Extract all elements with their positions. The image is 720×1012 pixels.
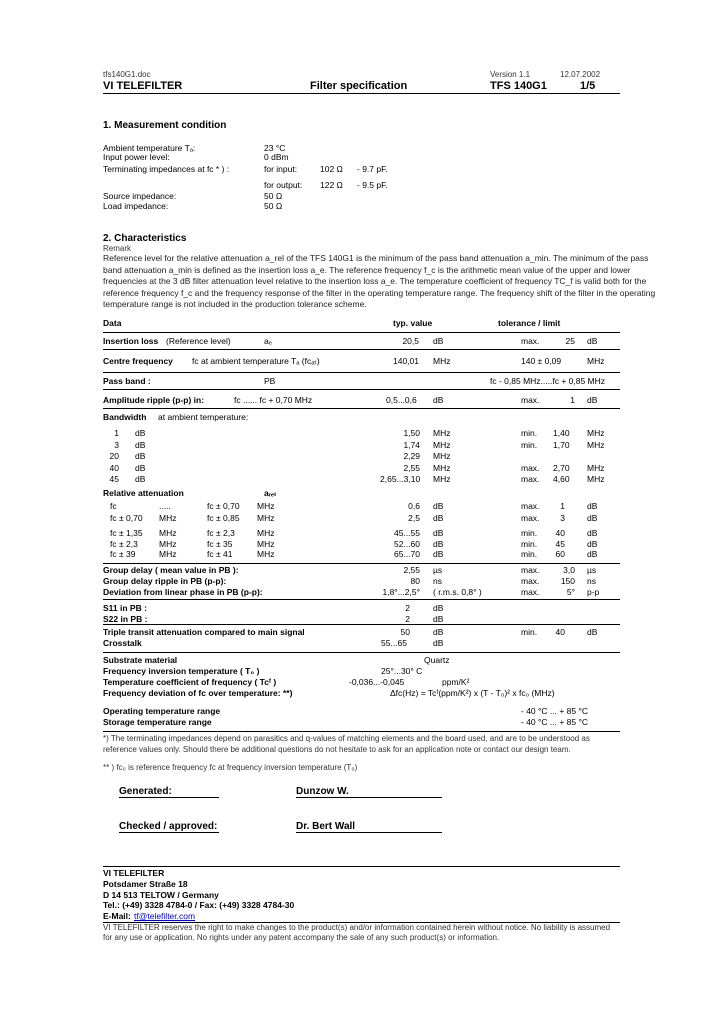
bw-lim: max.	[521, 474, 540, 484]
gd-unit: ns	[433, 576, 442, 586]
signature-line	[296, 832, 442, 833]
ra-f1: fᴄ ± 39	[110, 549, 136, 559]
ra-limunit: dB	[587, 549, 598, 559]
footer-street: Potsdamer Straße 18	[103, 879, 188, 889]
ra-typ: 2,5	[408, 513, 420, 523]
ra-unit: dB	[433, 528, 444, 538]
condition-value: for output:	[264, 180, 303, 190]
remark-line: temperature range is not included in the production tolerance scheme.	[103, 299, 367, 310]
sparam-unit: dB	[433, 614, 444, 624]
sparam-typ: 2	[405, 614, 410, 624]
section2-title: 2. Characteristics	[103, 233, 187, 244]
remark-line: reference frequency f_c and the frequency response of the filter in the operating temperature range. The frequency shift of the filter in the operating	[103, 287, 656, 298]
condition-label: Terminating impedances at fᴄ * ) :	[103, 164, 230, 174]
part-number: TFS 140G1	[490, 80, 547, 92]
material-value: 25°...30° C	[381, 666, 423, 676]
signature-label: Generated:	[119, 786, 172, 797]
remark-line: Reference level for the relative attenuation a_rel of the TFS 140G1 is the minimum of the pass band attenuation a_min. The minimum of the pass	[103, 253, 649, 263]
bw-typ: 2,29	[403, 451, 420, 461]
ra-typ: 45...55	[394, 528, 420, 538]
bw-typ: 2,55	[403, 462, 420, 473]
bw-limunit: MHz	[587, 462, 605, 473]
material-label: Substrate material	[103, 655, 178, 665]
condition-value: 23 °C	[264, 143, 286, 153]
material-value: -0,036...-0,045	[349, 677, 405, 687]
condition-label: Ambient temperature Tₐ:	[103, 143, 196, 153]
temp-value: - 40 °C ... + 85 °C	[521, 717, 589, 727]
gd-unit: ( r.m.s. 0,8° )	[433, 587, 482, 597]
bw-limval: 1,70	[553, 439, 570, 450]
material-unit: ppm/K²	[442, 677, 470, 687]
condition-value: 0 dBm	[264, 152, 289, 162]
material-label: Frequency inversion temperature ( T₀ )	[103, 666, 260, 676]
signature-line	[119, 832, 219, 833]
ra-lim: min.	[521, 528, 538, 538]
bw-level-unit: dB	[135, 451, 146, 461]
footnote-line: reference values only. Should there be additional questions do not hesitate to ask for an application note or contact our design team.	[103, 745, 571, 754]
gd-typ: 2,55	[403, 565, 420, 575]
ra-lim: max.	[521, 501, 540, 511]
gd-lim: max.	[521, 587, 540, 597]
bw-level: 40	[109, 462, 119, 473]
company-name: VI TELEFILTER	[103, 80, 183, 92]
gd-limval: 150	[560, 576, 575, 586]
gd-label: Deviation from linear phase in PB (p-p):	[103, 587, 263, 597]
page-number: 1/5	[580, 80, 596, 92]
bw-level-unit: dB	[135, 428, 146, 438]
condition-capacitance: - 9.5 pF.	[357, 180, 388, 190]
pass-band-label: Pass band :	[103, 376, 151, 386]
footer-email-label: E-Mail:	[103, 911, 131, 921]
doc-title: Filter specification	[310, 80, 408, 92]
ra-lim: min.	[521, 539, 538, 549]
signature-label: Checked / approved:	[119, 821, 218, 832]
col-data: Data	[103, 318, 122, 328]
bw-level-unit: dB	[135, 439, 146, 450]
condition-value: for input:	[264, 164, 298, 174]
ra-u1: MHz	[159, 513, 177, 523]
ra-unit: dB	[433, 549, 444, 559]
bw-limunit: MHz	[587, 428, 605, 438]
remark-line: band attenuation a_min is defined as the insertion loss a_e. The reference frequency f_c is the arithmetic mean value of the upper and lower	[103, 264, 631, 275]
ra-f2: fᴄ ± 0,85	[207, 513, 240, 523]
bw-level: 20	[109, 451, 119, 461]
gd-label: Group delay ripple in PB (p-p):	[103, 576, 227, 586]
condition-label: Load impedance:	[103, 201, 169, 211]
bw-level-unit: dB	[135, 462, 146, 473]
bw-limunit: MHz	[587, 439, 605, 450]
temp-value: - 40 °C ... + 85 °C	[521, 706, 589, 716]
footer-phone: Tel.: (+49) 3328 4784-0 / Fax: (+49) 3328 4784-30	[103, 900, 295, 910]
ra-limval: 1	[560, 501, 565, 511]
ra-limval: 3	[560, 513, 565, 523]
bw-level: 45	[109, 474, 119, 484]
remark-line: frequencies at the 3 dB filter attenuation level relative to the insertion loss a_e. The temperature coefficient of frequency TC_f is valid both for the	[103, 276, 647, 287]
ra-f1: fᴄ ± 2,3	[110, 539, 138, 549]
ra-f2: fᴄ ± 35	[207, 539, 233, 549]
centre-frequency-label: Centre frequency	[103, 356, 173, 366]
ra-f2: fᴄ ± 2,3	[207, 528, 235, 538]
bw-typ: 1,50	[403, 428, 420, 438]
ra-limunit: dB	[587, 513, 598, 523]
sparam-typ: 2	[405, 603, 410, 613]
signature-name: Dunzow W.	[296, 786, 349, 797]
gd-lim: max.	[521, 576, 540, 586]
material-label: Temperature coefficient of frequency ( Tcᶠ )	[103, 677, 277, 687]
ra-lim: min.	[521, 549, 538, 559]
condition-label: Input power level:	[103, 152, 170, 162]
signature-line	[296, 797, 442, 798]
gd-typ: 1,8°...2,5°	[382, 587, 420, 597]
disclaimer-2: for any use or application. No rights under any patent accompany the sale of any such product(s) or information.	[103, 933, 500, 942]
disclaimer-1: VI TELEFILTER reserves the right to make changes to the product(s) and/or information contained herein without notice. No liability is assumed	[103, 923, 611, 932]
ra-typ: 65...70	[394, 549, 420, 559]
ra-limunit: dB	[587, 501, 598, 511]
gd-unit: µs	[433, 565, 443, 575]
bw-lim: min.	[521, 428, 538, 438]
material-value: Δfᴄ(Hz) = Tcᶠ(ppm/K²) x (T - T₀)² x fᴄ₀ (MHz)	[390, 688, 555, 698]
ra-unit: dB	[433, 501, 444, 511]
ra-limval: 40	[555, 528, 565, 538]
bw-unit: MHz	[433, 451, 451, 461]
signature-name: Dr. Bert Wall	[296, 821, 356, 832]
ra-f1: fᴄ	[110, 501, 117, 511]
gd-limunit: p-p	[587, 587, 600, 597]
gd-lim: max.	[521, 565, 540, 575]
temp-label: Operating temperature range	[103, 706, 221, 716]
bw-typ: 2,65...3,10	[380, 474, 421, 484]
rel-att-label: Relative attenuation	[103, 488, 184, 498]
condition-impedance: 122 Ω	[320, 180, 343, 190]
gd-limval: 5°	[566, 587, 575, 597]
footer-company: VI TELEFILTER	[103, 868, 165, 878]
bw-level: 1	[114, 428, 119, 438]
ra-u1: MHz	[159, 539, 177, 549]
ra-f2: fᴄ ± 0,70	[207, 501, 240, 511]
gd-label: Group delay ( mean value in PB ):	[103, 565, 239, 575]
ra-u2: MHz	[257, 528, 275, 538]
ra-u2: MHz	[257, 513, 275, 523]
col-typ: typ. value	[393, 318, 433, 328]
ra-limunit: dB	[587, 539, 598, 549]
ra-lim: max.	[521, 513, 540, 523]
date: 12.07.2002	[560, 70, 601, 79]
ra-unit: dB	[433, 539, 444, 549]
ra-u1: MHz	[159, 528, 177, 538]
header-rule	[103, 93, 620, 94]
sparam-label: S22 in PB :	[103, 614, 148, 624]
ra-u2: MHz	[257, 539, 275, 549]
ra-typ: 0,6	[408, 501, 420, 511]
amplitude-ripple-label: Amplitude ripple (p-p) in:	[103, 395, 205, 405]
ra-limval: 45	[555, 539, 565, 549]
bw-limval: 4,60	[553, 474, 570, 484]
bw-lim: min.	[521, 439, 538, 450]
footer-city: D 14 513 TELTOW / Germany	[103, 890, 219, 900]
bw-level: 3	[114, 439, 119, 450]
insertion-loss-label: Insertion loss	[103, 336, 159, 346]
section1-title: 1. Measurement condition	[103, 120, 227, 131]
ra-limunit: dB	[587, 528, 598, 538]
condition-capacitance: - 9.7 pF.	[357, 164, 388, 174]
ra-f2: fᴄ ± 41	[207, 549, 233, 559]
bw-unit: MHz	[433, 462, 451, 473]
sparam-unit: dB	[433, 603, 444, 613]
sparam-label: S11 in PB :	[103, 603, 147, 613]
material-value: Quartz	[424, 655, 450, 665]
footnote-2: ** ) fᴄ₀ is reference frequency fᴄ at frequency inversion temperature (T₀)	[103, 763, 358, 772]
ra-u1: .....	[159, 501, 171, 511]
version: Version 1.1	[490, 70, 531, 79]
ra-unit: dB	[433, 513, 444, 523]
condition-value: 50 Ω	[264, 201, 283, 211]
ra-f1: fᴄ ± 0,70	[110, 513, 143, 523]
material-label: Frequency deviation of fᴄ over temperature: **)	[103, 688, 293, 698]
gd-limunit: µs	[587, 565, 597, 575]
ra-limval: 60	[555, 549, 565, 559]
bw-lim: max.	[521, 462, 540, 473]
condition-value: 50 Ω	[264, 191, 283, 201]
ra-u1: MHz	[159, 549, 177, 559]
gd-limunit: ns	[587, 576, 596, 586]
triple-transit-label: Triple transit attenuation compared to main signal	[103, 627, 305, 637]
col-tol: tolerance / limit	[498, 318, 561, 328]
remark-label: Remark	[103, 244, 132, 253]
footer-email-link[interactable]: tf@telefilter.com	[134, 911, 196, 921]
gd-typ: 80	[410, 576, 420, 586]
condition-label: Source impedance:	[103, 191, 177, 201]
bw-unit: MHz	[433, 474, 451, 484]
gd-limval: 3,0	[563, 565, 575, 575]
signature-line	[119, 797, 219, 798]
bw-limval: 1,40	[553, 428, 570, 438]
bw-limval: 2,70	[553, 462, 570, 473]
file-name: tfs140G1.doc	[103, 70, 151, 79]
crosstalk-label: Crosstalk	[103, 638, 142, 648]
ra-u2: MHz	[257, 501, 275, 511]
ra-u2: MHz	[257, 549, 275, 559]
condition-impedance: 102 Ω	[320, 164, 343, 174]
ra-typ: 52...60	[394, 539, 420, 549]
bandwidth-label: Bandwidth	[103, 412, 147, 422]
bw-unit: MHz	[433, 428, 451, 438]
bw-unit: MHz	[433, 439, 451, 450]
temp-label: Storage temperature range	[103, 717, 212, 727]
bw-limunit: MHz	[587, 474, 605, 484]
bw-typ: 1,74	[403, 439, 420, 450]
ra-f1: fᴄ ± 1,35	[110, 528, 143, 538]
bw-level-unit: dB	[135, 474, 146, 484]
footnote-line: *) The terminating impedances depend on parasitics and q-values of matching elements and the board used, and are to be understood as	[103, 734, 590, 743]
